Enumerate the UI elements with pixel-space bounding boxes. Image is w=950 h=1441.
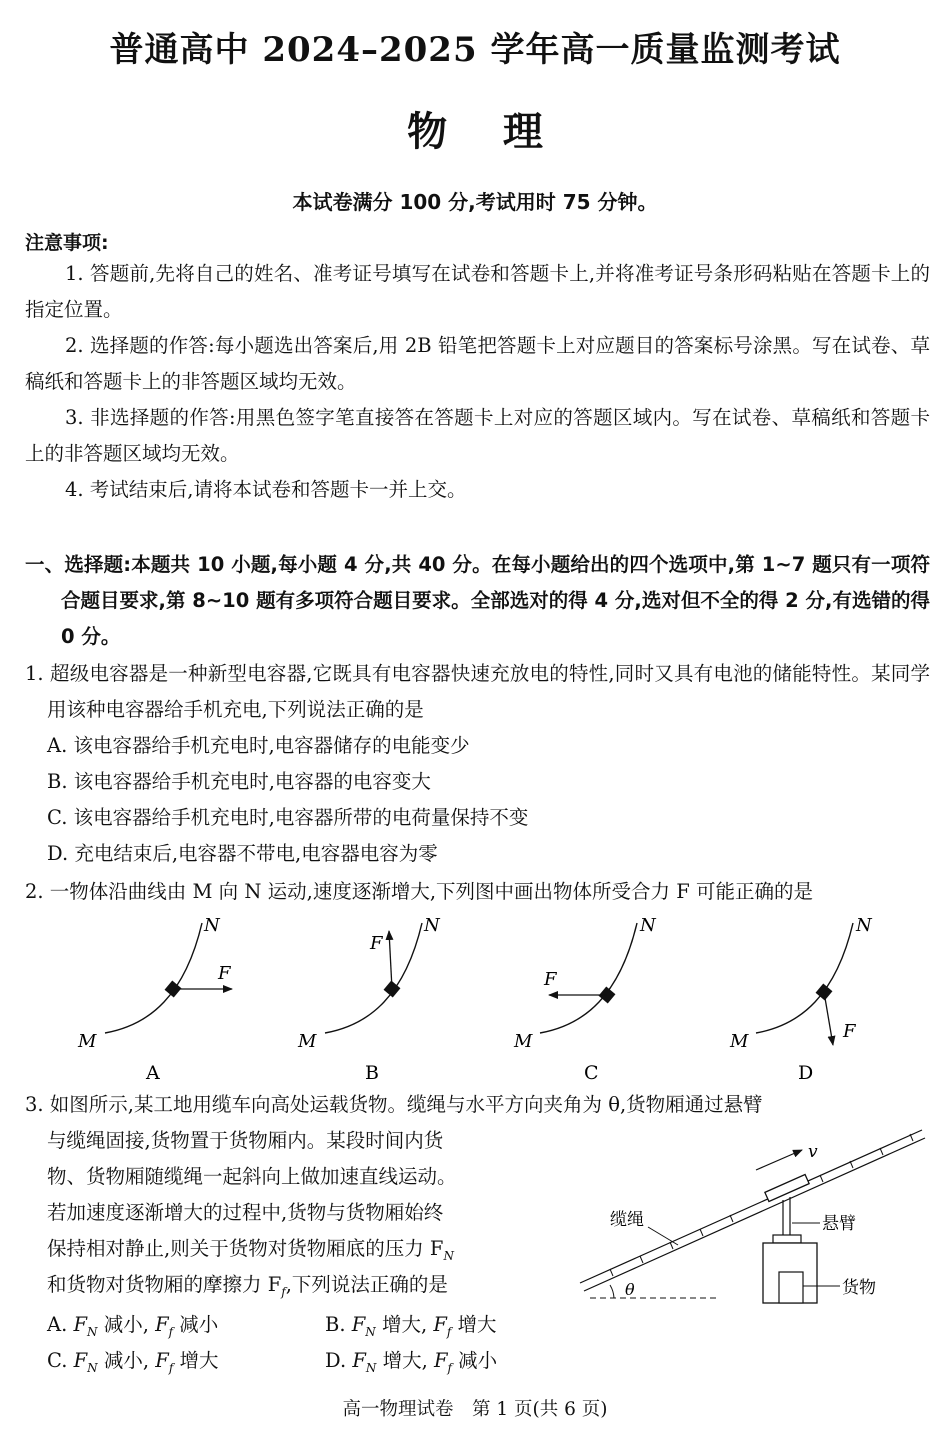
question-3-stem-line-5: 和货物对货物厢的摩擦力 $F_f$,下列说法正确的是 <box>47 1273 448 1299</box>
figure-a <box>77 915 232 1084</box>
velocity-arrow <box>756 1150 802 1170</box>
question-3-option-a: A. $F_N$ 减小, $F_f$ 减小 <box>47 1313 219 1339</box>
figure-c <box>513 915 657 1084</box>
caption-d: D <box>798 1062 814 1084</box>
question-2-figures <box>0 905 950 1090</box>
question-3-option-d: D. $F_N$ 增大, $F_f$ 减小 <box>325 1349 498 1375</box>
caption-b: B <box>365 1062 379 1084</box>
label-f-a: F <box>218 963 231 984</box>
suspension-arm <box>783 1197 790 1235</box>
label-rope: 缆绳 <box>610 1210 644 1230</box>
caption-c: C <box>584 1062 599 1084</box>
cable-ticks <box>610 1134 913 1276</box>
figure-b <box>297 915 441 1084</box>
label-cargo: 货物 <box>842 1278 876 1298</box>
question-1-option-c: C. 该电容器给手机充电时,电容器所带的电荷量保持不变 <box>47 806 529 829</box>
label-v: v <box>808 1142 818 1162</box>
notice-item-3: 3. 非选择题的作答:用黑色签字笔直接答在答题卡上对应的答题区域内。写在试卷、草稿纸和答题卡上的非答题区域均无效。 <box>25 406 930 465</box>
label-theta: θ <box>625 1280 635 1299</box>
question-1-option-a: A. 该电容器给手机充电时,电容器储存的电能变少 <box>47 734 470 757</box>
page-footer: 高一物理试卷 第 1 页(共 6 页) <box>342 1399 608 1420</box>
label-m-d: M <box>730 1031 749 1052</box>
force-arrow-d <box>824 992 833 1045</box>
question-1-stem: 1. 超级电容器是一种新型电容器,它既具有电容器快速充放电的特性,同时又具有电池的储能特性。某同学用该种电容器给手机充电,下列说法正确的是 <box>25 662 930 721</box>
label-n-b: N <box>424 915 440 936</box>
curve-d <box>756 923 853 1033</box>
label-m-b: M <box>298 1031 317 1052</box>
force-arrow-b <box>389 931 392 989</box>
notice-item-2: 2. 选择题的作答:每小题选出答案后,用 2B 铅笔把答题卡上对应题目的答案标号涂黑。写在试卷、草稿纸和答题卡上的非答题区域均无效。 <box>25 334 930 393</box>
arm-mount <box>773 1235 801 1243</box>
label-m-c: M <box>514 1031 533 1052</box>
question-1-option-b: B. 该电容器给手机充电时,电容器的电容变大 <box>47 770 431 793</box>
label-f-c: F <box>544 969 557 990</box>
notice-heading: 注意事项: <box>25 232 109 254</box>
label-m-a: M <box>78 1031 97 1052</box>
question-3-option-b: B. $F_N$ 增大, $F_f$ 增大 <box>325 1313 497 1339</box>
question-3-stem-line-3: 若加速度逐渐增大的过程中,货物与货物厢始终 <box>47 1201 444 1224</box>
cargo <box>779 1272 803 1303</box>
theta-arc <box>610 1285 614 1298</box>
question-1-option-d: D. 充电结束后,电容器不带电,电容器电容为零 <box>47 842 438 865</box>
figure-d <box>729 915 873 1084</box>
label-n-d: N <box>856 915 872 936</box>
curve-a <box>105 923 202 1033</box>
question-3-figure <box>570 1125 935 1325</box>
notice-item-4: 4. 考试结束后,请将本试卷和答题卡一并上交。 <box>65 478 467 501</box>
question-3-stem-line-4: 保持相对静止,则关于货物对货物厢底的压力 $F_N$ <box>47 1237 454 1263</box>
exam-info: 本试卷满分 100 分,考试用时 75 分钟。 <box>292 190 658 214</box>
question-3-option-c: C. $F_N$ 减小, $F_f$ 增大 <box>47 1349 219 1375</box>
caption-a: A <box>146 1062 160 1084</box>
label-arm: 悬臂 <box>822 1214 856 1234</box>
label-f-d: F <box>843 1021 856 1042</box>
question-3-stem-line-1: 与缆绳固接,货物置于货物厢内。某段时间内货 <box>47 1129 444 1152</box>
section-1-instructions: 一、选择题:本题共 10 小题,每小题 4 分,共 40 分。在每小题给出的四个选项中,第 1~7 题只有一项符合题目要求,第 8~10 题有多项符合题目要求。全部选对的得 4 分,选对但不全的得 2 分,有选错的得 0 分。 <box>25 553 930 648</box>
question-3-stem-line-2: 物、货物厢随缆绳一起斜向上做加速直线运动。 <box>47 1165 457 1188</box>
label-n-a: N <box>204 915 220 936</box>
notice-item-1: 1. 答题前,先将自己的姓名、准考证号填写在试卷和答题卡上,并将准考证号条形码粘贴在答题卡上的指定位置。 <box>25 262 930 321</box>
question-3-stem-first: 3. 如图所示,某工地用缆车向高处运载货物。缆绳与水平方向夹角为 θ,货物厢通过悬臂 <box>25 1093 763 1116</box>
question-2-stem: 2. 一物体沿曲线由 M 向 N 运动,速度逐渐增大,下列图中画出物体所受合力 F 可能正确的是 <box>25 880 813 903</box>
label-f-b: F <box>370 933 383 954</box>
subject-title: 物 理 <box>407 108 543 155</box>
label-n-c: N <box>640 915 656 936</box>
clamp <box>765 1174 809 1201</box>
exam-title: 普通高中 2024–2025 学年高一质量监测考试 <box>109 30 841 70</box>
